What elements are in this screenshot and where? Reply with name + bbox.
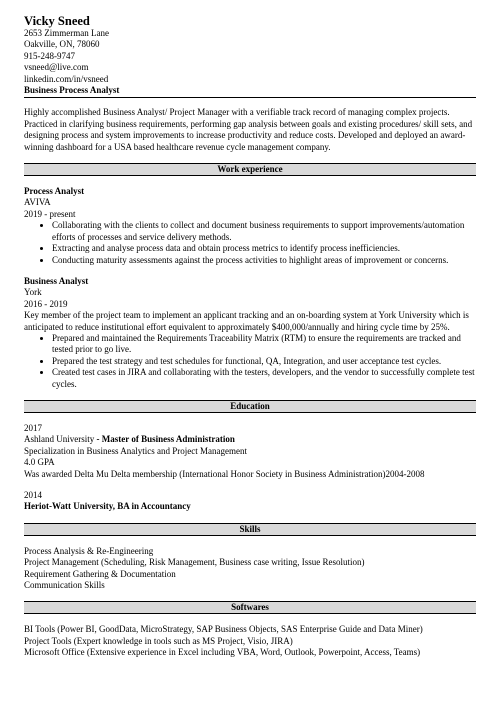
email[interactable]: vsneed@live.com <box>24 62 89 73</box>
software-item: BI Tools (Power BI, GoodData, MicroStrategy, SAP Business Objects, SAS Enterprise Guide and Data Miner) <box>24 624 423 635</box>
skills-list <box>24 546 476 592</box>
job-entry-title: Business Analyst <box>24 275 89 286</box>
phone: 915-248-9747 <box>24 50 75 61</box>
software-list <box>24 624 476 658</box>
job-title: Business Process Analyst <box>24 85 120 96</box>
education-detail: 4.0 GPA <box>24 457 55 468</box>
job-entry <box>24 186 476 266</box>
education-entry <box>24 490 476 513</box>
work-experience-list <box>24 186 476 390</box>
education-school-row <box>24 501 476 512</box>
education-degree: Master of Business Administration <box>101 434 235 445</box>
education-school-row <box>24 434 476 445</box>
section-skills: Skills <box>24 523 476 536</box>
job-bullet: • Collaborating with the clients to collect and document business requirements to support improvements/automation efforts of processes and service delivery methods. <box>52 220 476 243</box>
section-work-experience: Work experience <box>24 163 476 176</box>
education-year: 2017 <box>24 422 42 433</box>
education-list <box>24 423 476 513</box>
section-education: Education <box>24 400 476 413</box>
section-softwares: Softwares <box>24 601 476 614</box>
job-entry-dates: 2019 - present <box>24 208 76 219</box>
job-bullets <box>24 220 476 266</box>
education-entry <box>24 423 476 480</box>
skill-item: Communication Skills <box>24 580 105 591</box>
job-entry-company: AVIVA <box>24 197 51 208</box>
job-bullet: • Extracting and analyse process data and obtain process metrics to identify process inefficiencies. <box>52 243 476 254</box>
address-line-2: Oakville, ON, 78060 <box>24 39 100 50</box>
education-school: Heriot-Watt University, BA in Accountancy <box>24 501 191 512</box>
job-entry <box>24 276 476 390</box>
job-entry-dates: 2016 - 2019 <box>24 298 68 309</box>
job-bullet: • Conducting maturity assessments against the process activities to highlight areas of improvement or concerns. <box>52 255 476 266</box>
address-line-1: 2653 Zimmerman Lane <box>24 28 109 38</box>
job-entry-title: Process Analyst <box>24 186 85 197</box>
software-item: Microsoft Office (Extensive experience in Excel including VBA, Word, Outlook, Powerpoint, Access, Teams) <box>24 647 421 658</box>
job-bullet: • Prepared and maintained the Requirements Traceability Matrix (RTM) to ensure the requirements are tracked and tested prior to go live. <box>52 333 476 356</box>
header-divider <box>24 97 476 98</box>
skill-item: Requirement Gathering & Documentation <box>24 568 176 579</box>
education-detail: Was awarded Delta Mu Delta membership (International Honor Society in Business Administration)2004-2008 <box>24 468 425 479</box>
job-entry-description: Key member of the project team to implement an applicant tracking and an on-boarding system at York University which is anticipated to reduce institutional effort equivalent to approximately $400,000/annually and hiring cycle time by 25%. <box>24 310 469 332</box>
job-entry-company: York <box>24 287 42 298</box>
education-detail: Specialization in Business Analytics and Project Management <box>24 445 247 456</box>
education-year: 2014 <box>24 490 42 500</box>
skill-item: Process Analysis & Re-Engineering <box>24 545 154 556</box>
job-bullet: • Created test cases in JIRA and collaborating with the testers, developers, and the vendor to successfully complete test cycles. <box>52 367 476 390</box>
skill-item: Project Management (Scheduling, Risk Management, Business case writing, Issue Resolution) <box>24 557 365 568</box>
software-item: Project Tools (Expert knowledge in tools such as MS Project, Visio, JIRA) <box>24 635 293 646</box>
education-school: Ashland University <box>24 434 95 445</box>
linkedin-link[interactable]: linkedin.com/in/vsneed <box>24 73 109 84</box>
candidate-name: Vicky Sneed <box>24 14 90 28</box>
job-bullet: • Prepared the test strategy and test schedules for functional, QA, Integration, and user acceptance test cycles. <box>52 356 476 367</box>
education-separator: - <box>94 434 102 445</box>
summary: Highly accomplished Business Analyst/ Project Manager with a verifiable track record of managing complex projects. Practiced in clarifying business requirements, performing gap analysis between goals and existing procedures/ skill sets, and designing process and system improvements to increase productivity and reduce costs. Developed and deployed an award-winning dashboard for a USA based healthcare revenue cycle management company. <box>24 107 473 152</box>
job-bullets <box>24 333 476 390</box>
